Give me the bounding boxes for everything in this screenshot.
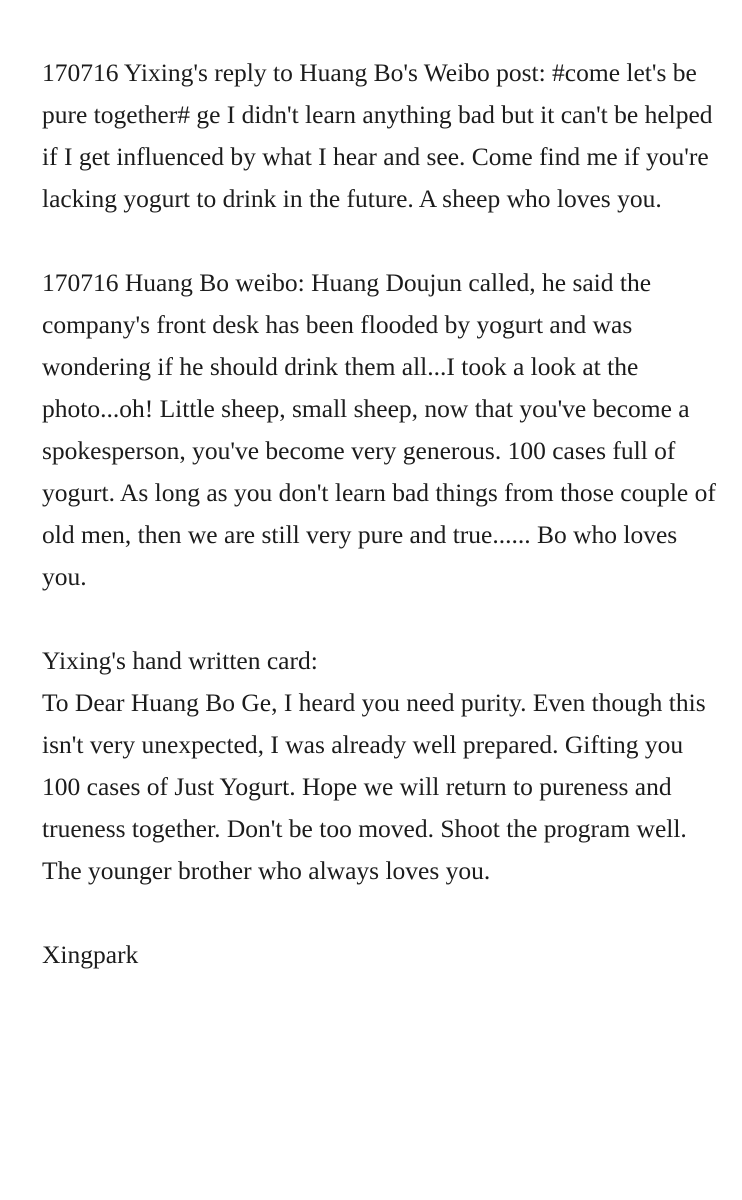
paragraph-yixing-reply: 170716 Yixing's reply to Huang Bo's Weibo post: #come let's be pure together# ge I didn't learn anything bad but it can't be helped if I get influenced by what I hear and see. Come find me if you're lacking yogurt to drink in the future. A sheep who loves you. — [42, 58, 713, 213]
spacer — [42, 892, 722, 934]
paragraph-huang-bo-weibo: 170716 Huang Bo weibo: Huang Doujun called, he said the company's front desk has been flooded by yogurt and was wondering if he should drink them all...I took a look at the photo...oh! Little sheep, small sheep, now that you've become a spokesperson, you've become very generous. 100 cases full of yogurt. As long as you don't learn bad things from those couple of old men, then we are still very pure and true...... Bo who loves you. — [42, 268, 716, 591]
document-body — [42, 52, 722, 976]
card-heading: Yixing's hand written card: — [42, 646, 318, 675]
spacer — [42, 598, 722, 640]
paragraph-handwritten-card: To Dear Huang Bo Ge, I heard you need purity. Even though this isn't very unexpected, I was already well prepared. Gifting you 100 cases of Just Yogurt. Hope we will return to pureness and trueness together. Don't be too moved. Shoot the program well. The younger brother who always loves you. — [42, 688, 706, 885]
spacer — [42, 220, 722, 262]
credit-text: Xingpark — [42, 940, 139, 969]
